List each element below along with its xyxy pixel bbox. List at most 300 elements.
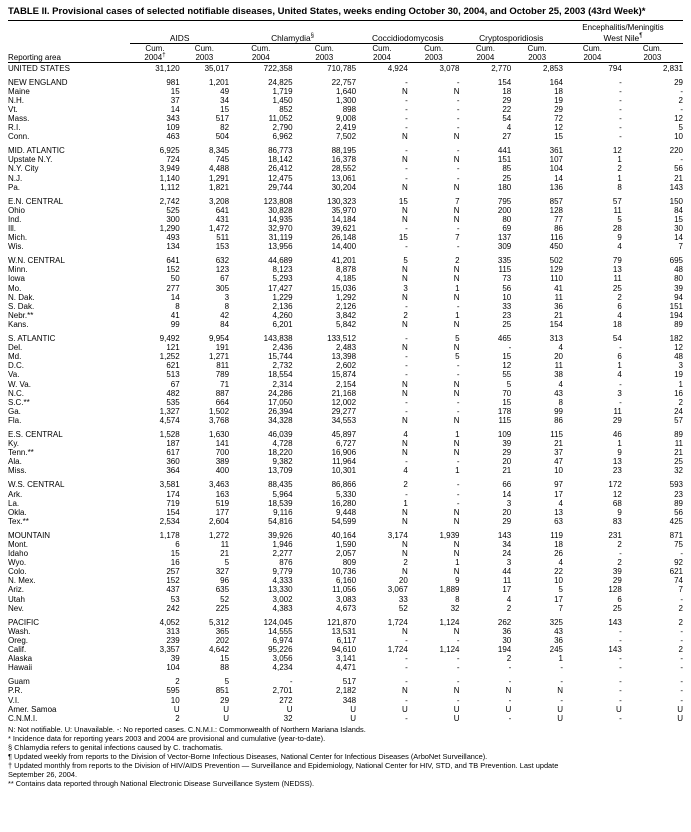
row-label: PACIFIC (8, 617, 39, 627)
cell: 1,590 (336, 540, 357, 549)
cell: 14 (170, 292, 180, 302)
cell: - (405, 370, 408, 380)
cell: 25 (612, 603, 622, 613)
cell: 1,140 (159, 173, 180, 183)
col-year-wnv-2004: 2004 (583, 52, 602, 62)
row-label: Mass. (8, 113, 30, 123)
cell: 18,554 (268, 370, 293, 380)
cell: 54 (612, 334, 622, 344)
row-label: N.C. (8, 388, 24, 398)
table-row (8, 293, 683, 302)
cell: 1 (455, 283, 460, 293)
cell: 34 (220, 95, 230, 105)
table-row (8, 508, 683, 517)
cell: 29 (502, 95, 512, 105)
cell: 23 (674, 489, 683, 499)
cell: 19 (554, 95, 563, 105)
cell: 115 (498, 265, 512, 275)
cell: 13 (612, 265, 622, 275)
cell: 11 (554, 361, 563, 371)
footnote-4: † Updated monthly from reports to the Division of HIV/AIDS Prevention — Surveillance and Epidemiology, National Center for HIV, STD, and TB Prevention. Last update (8, 760, 559, 770)
cell: 700 (215, 448, 230, 458)
cell: 34,553 (331, 415, 357, 425)
cell: 13 (612, 457, 622, 467)
cell: 4,260 (272, 310, 293, 320)
table-row (8, 155, 683, 164)
cell: 18 (554, 86, 563, 96)
cell: 262 (497, 617, 512, 627)
cell: 29 (220, 695, 230, 705)
cell: - (456, 224, 460, 233)
cell: 1,178 (159, 530, 180, 540)
cell: N (453, 319, 460, 329)
cell: 18 (502, 86, 512, 96)
col-cum-label-wnv-2004: Cum. (582, 43, 602, 53)
cell: 133,512 (327, 334, 357, 344)
cell: 2,182 (336, 686, 357, 696)
table-row (8, 242, 683, 251)
cell: 39 (612, 567, 622, 577)
row-label: Conn. (8, 132, 30, 142)
cell: - (508, 677, 512, 687)
notifiable-diseases-table (8, 20, 683, 723)
row-label: Maine (8, 86, 30, 96)
cell: - (456, 301, 460, 311)
cell: 8 (175, 301, 180, 311)
cell: 4 (506, 123, 512, 133)
table-row (8, 284, 683, 293)
cell: 852 (279, 104, 293, 114)
cell: 69 (502, 224, 512, 233)
cell: 9,492 (159, 334, 180, 344)
cell: 15 (674, 214, 683, 224)
cell: 20 (502, 507, 512, 517)
cell: N (402, 439, 408, 449)
cell: 13,709 (268, 466, 293, 476)
cell: 97 (554, 480, 563, 490)
cell: 88 (220, 663, 230, 673)
cell: 15 (170, 86, 180, 96)
cell: 21 (674, 448, 683, 458)
col-cum-label-wnv-2003: Cum. (642, 43, 662, 53)
group-header-west-nile: West Nile¶ (563, 32, 683, 43)
cell: 745 (215, 155, 230, 165)
table-row (8, 490, 683, 499)
cell: 34,328 (268, 415, 293, 425)
cell: 795 (497, 196, 512, 206)
cell: 11 (554, 292, 563, 302)
cell: N (402, 274, 408, 284)
row-label: Oreg. (8, 635, 29, 645)
cell: 52 (398, 603, 408, 613)
cell: 327 (215, 567, 230, 577)
cell: 20 (554, 352, 563, 362)
cell: 12,475 (268, 173, 293, 183)
cell: 3 (506, 558, 512, 568)
row-label: Ind. (8, 214, 22, 224)
cell: 4 (506, 594, 512, 604)
cell: 5 (558, 585, 563, 595)
col-cum-label-crypto-2004: Cum. (475, 43, 495, 53)
cell: 27 (502, 132, 512, 142)
cell: 43 (554, 626, 563, 636)
cell: 2,154 (336, 379, 357, 389)
cell: 3,768 (209, 415, 230, 425)
table-row (8, 197, 683, 206)
cell: 535 (166, 397, 180, 407)
cell: 2 (617, 540, 622, 549)
cell: 511 (216, 233, 230, 243)
cell: 39 (674, 283, 683, 293)
cell: - (405, 677, 408, 687)
cell: - (456, 663, 460, 673)
cell: 154 (166, 507, 180, 517)
group-header-west-nile-line1: Encephalitis/Meningitis (582, 23, 664, 32)
cell: N (453, 439, 460, 449)
row-label: N.J. (8, 173, 23, 183)
cell: 11,964 (332, 457, 357, 467)
cell: 11 (674, 439, 683, 449)
cell: 12 (554, 123, 563, 133)
cell: 153 (215, 242, 230, 252)
cell: 5,293 (272, 274, 293, 284)
row-label: N.H. (8, 95, 24, 105)
cell: 300 (166, 214, 180, 224)
cell: 16,378 (331, 155, 357, 165)
cell: - (405, 77, 408, 87)
cell: - (456, 95, 460, 105)
cell: 56 (674, 164, 683, 174)
cell: 49 (220, 86, 230, 96)
cell: 225 (215, 603, 230, 613)
row-label: Alaska (8, 654, 33, 664)
cell: 57 (612, 196, 622, 206)
col-year-crypto-2003: 2003 (528, 52, 547, 62)
cell: 164 (549, 77, 563, 87)
cell: N (453, 343, 460, 353)
cell: 68 (612, 498, 622, 508)
table-body (8, 62, 683, 723)
table-row (8, 595, 683, 604)
cell: 7,502 (336, 132, 357, 142)
cell: 7 (678, 585, 683, 595)
cell: 6,727 (336, 439, 357, 449)
cell: 4,728 (272, 439, 293, 449)
cell: - (456, 164, 460, 174)
row-label: S. Dak. (8, 301, 35, 311)
cell: 242 (166, 603, 180, 613)
cell: 1 (558, 654, 563, 664)
cell: 17 (502, 585, 512, 595)
cell: N (402, 567, 408, 577)
cell: U (223, 713, 230, 723)
cell: 2,436 (272, 343, 293, 353)
cell: 4,673 (336, 603, 357, 613)
row-label: Calif. (8, 645, 27, 655)
cell: 1,528 (159, 429, 180, 439)
cell: 794 (608, 63, 622, 73)
table-row (8, 645, 683, 654)
cell: U (223, 704, 230, 714)
cell: 710,785 (327, 63, 357, 73)
cell: 277 (166, 283, 180, 293)
cell: - (289, 677, 293, 687)
row-label: Colo. (8, 567, 27, 577)
cell: N (453, 379, 460, 389)
cell: 3,949 (159, 164, 180, 174)
cell: - (405, 113, 408, 123)
table-row (8, 206, 683, 215)
cell: 12,002 (331, 397, 357, 407)
cell: - (405, 224, 408, 233)
cell: 109 (166, 123, 180, 133)
cell: 86,773 (268, 146, 293, 156)
cell: - (680, 635, 683, 645)
row-label: D.C. (8, 361, 24, 371)
table-row (8, 416, 683, 425)
cell: 9,382 (272, 457, 293, 467)
cell: 325 (549, 617, 563, 627)
cell: 19 (674, 370, 683, 380)
cell: - (456, 104, 460, 114)
cell: 22 (502, 104, 512, 114)
cell: 5,842 (336, 319, 357, 329)
cell: - (680, 654, 683, 664)
cell: - (680, 663, 683, 673)
cell: 89 (674, 429, 683, 439)
cell: 1,821 (209, 182, 230, 192)
cell: 88,195 (331, 146, 357, 156)
cell: 5 (455, 352, 460, 362)
cell: 898 (342, 104, 357, 114)
cell: 2 (455, 256, 460, 266)
cell: N (557, 686, 563, 696)
cell: 30 (502, 635, 512, 645)
row-label: Guam (8, 677, 30, 687)
cell: 54,816 (268, 516, 293, 526)
table-row (8, 480, 683, 489)
cell: 163 (215, 489, 230, 499)
cell: N (453, 265, 460, 275)
cell: 107 (549, 155, 563, 165)
cell: 2,831 (662, 63, 683, 73)
cell: 981 (166, 77, 180, 87)
cell: 360 (166, 457, 180, 467)
row-label: NEW ENGLAND (8, 77, 68, 87)
cell: - (456, 654, 460, 664)
table-row (8, 146, 683, 155)
table-row (8, 407, 683, 416)
cell: - (405, 361, 408, 371)
cell: 1,450 (272, 95, 293, 105)
cell: 6,201 (272, 319, 293, 329)
cell: 641 (215, 205, 230, 215)
row-label: W. Va. (8, 379, 31, 389)
cell: 1,640 (336, 86, 357, 96)
cell: 722,358 (263, 63, 293, 73)
cell: 14 (554, 173, 563, 183)
cell: 617 (166, 448, 180, 458)
table-row (8, 705, 683, 714)
cell: 6 (617, 301, 622, 311)
cell: - (619, 626, 622, 636)
cell: 172 (608, 480, 622, 490)
cell: - (619, 695, 622, 705)
cell: N (453, 626, 460, 636)
cell: - (405, 164, 408, 174)
cell: - (456, 242, 460, 252)
cell: 239 (166, 635, 180, 645)
cell: - (405, 301, 408, 311)
cell: 3,067 (387, 585, 408, 595)
cell: 1 (678, 379, 683, 389)
cell: 3 (678, 361, 683, 371)
cell: 2,732 (272, 361, 293, 371)
cell: 11 (613, 406, 622, 416)
cell: 3,083 (336, 594, 357, 604)
cell: - (680, 677, 683, 687)
cell: - (619, 654, 622, 664)
cell: 15 (502, 397, 512, 407)
cell: 1,272 (209, 530, 230, 540)
row-label: C.N.M.I. (8, 713, 38, 723)
cell: 441 (497, 146, 512, 156)
row-label: Wis. (8, 242, 24, 252)
cell: N (453, 214, 460, 224)
cell: - (405, 695, 408, 705)
row-label: Ill. (8, 224, 16, 233)
table-row (8, 62, 683, 73)
row-label: Del. (8, 343, 23, 353)
cell: 134 (166, 242, 180, 252)
cell: 75 (674, 540, 683, 549)
table-row (8, 567, 683, 576)
table-row (8, 256, 683, 265)
cell: 724 (166, 155, 180, 165)
cell: 34 (502, 540, 512, 549)
cell: 15 (398, 233, 408, 243)
table-row (8, 389, 683, 398)
table-row (8, 714, 683, 723)
row-label: Ky. (8, 439, 19, 449)
cell: 57 (674, 415, 683, 425)
cell: 25 (502, 319, 512, 329)
table-row (8, 174, 683, 183)
cell: 309 (497, 242, 512, 252)
cell: 80 (674, 274, 683, 284)
table-row (8, 343, 683, 352)
cell: 37 (554, 448, 563, 458)
cell: 695 (669, 256, 683, 266)
cell: N (453, 516, 460, 526)
cell: 10,736 (331, 567, 357, 577)
cell: 53 (170, 594, 180, 604)
table-row (8, 96, 683, 105)
cell: 2 (678, 617, 683, 627)
table-row (8, 233, 683, 242)
cell: - (680, 626, 683, 636)
cell: U (505, 704, 512, 714)
cell: 4,488 (209, 164, 230, 174)
cell: 3,078 (439, 63, 460, 73)
group-header-cryptosporidiosis: Cryptosporidiosis (460, 32, 563, 43)
table-row (8, 114, 683, 123)
cell: - (508, 663, 512, 673)
cell: 12 (674, 343, 683, 353)
cell: 517 (342, 677, 357, 687)
cell: - (456, 489, 460, 499)
col-cum-label-aids-2003: Cum. (194, 43, 214, 53)
cell: 143 (497, 530, 512, 540)
cell: 3 (617, 388, 622, 398)
cell: N (402, 507, 408, 517)
cell: 128 (608, 585, 622, 595)
cell: 39 (502, 439, 512, 449)
cell: 124,045 (263, 617, 293, 627)
cell: 8 (617, 182, 622, 192)
cell: N (402, 540, 408, 549)
footnote-0: N: Not notifiable. U: Unavailable. -: No reported cases. C.N.M.I.: Commonwealth of Northern Mariana Islands. (8, 724, 366, 734)
table-row (8, 224, 683, 233)
row-label: S. ATLANTIC (8, 334, 56, 344)
cell: 143,838 (263, 334, 293, 344)
cell: 1 (455, 466, 460, 476)
col-cum-label-chlam-2003: Cum. (314, 43, 334, 53)
cell: 26,394 (268, 406, 293, 416)
cell: 38 (554, 370, 563, 380)
cell: - (405, 334, 408, 344)
cell: 17,427 (268, 283, 293, 293)
cell: 1,502 (209, 406, 230, 416)
row-label: V.I. (8, 695, 20, 705)
row-label: E.N. CENTRAL (8, 196, 64, 206)
cell: - (456, 457, 460, 467)
table-row (8, 370, 683, 379)
group-header-chlamydia: Chlamydia§ (229, 32, 356, 43)
cell: 7 (455, 196, 460, 206)
cell: - (405, 654, 408, 664)
cell: 2 (617, 164, 622, 174)
row-label: Tenn.** (8, 448, 34, 458)
row-label: Md. (8, 352, 22, 362)
row-label: Kans. (8, 319, 29, 329)
row-label: UNITED STATES (8, 63, 70, 73)
cell: 4,383 (272, 603, 293, 613)
row-label: N. Dak. (8, 292, 35, 302)
cell: N (453, 388, 460, 398)
cell: 6 (175, 540, 180, 549)
cell: 4 (558, 379, 563, 389)
cell: 2 (403, 558, 408, 568)
cell: 8,345 (209, 146, 230, 156)
cell: 154 (549, 319, 563, 329)
row-label: Wyo. (8, 558, 27, 568)
cell: 5 (455, 334, 460, 344)
cell: 86,866 (331, 480, 357, 490)
cell: 23 (612, 466, 622, 476)
cell: 21 (554, 310, 563, 320)
cell: 2,770 (491, 63, 512, 73)
table-row (8, 696, 683, 705)
cell: 14 (170, 104, 180, 114)
cell: 10 (554, 466, 563, 476)
cell: 400 (215, 466, 230, 476)
cell: 18 (554, 540, 563, 549)
cell: 13,061 (331, 173, 357, 183)
cell: 99 (554, 406, 563, 416)
cell: 29 (612, 415, 622, 425)
cell: 30 (674, 224, 683, 233)
